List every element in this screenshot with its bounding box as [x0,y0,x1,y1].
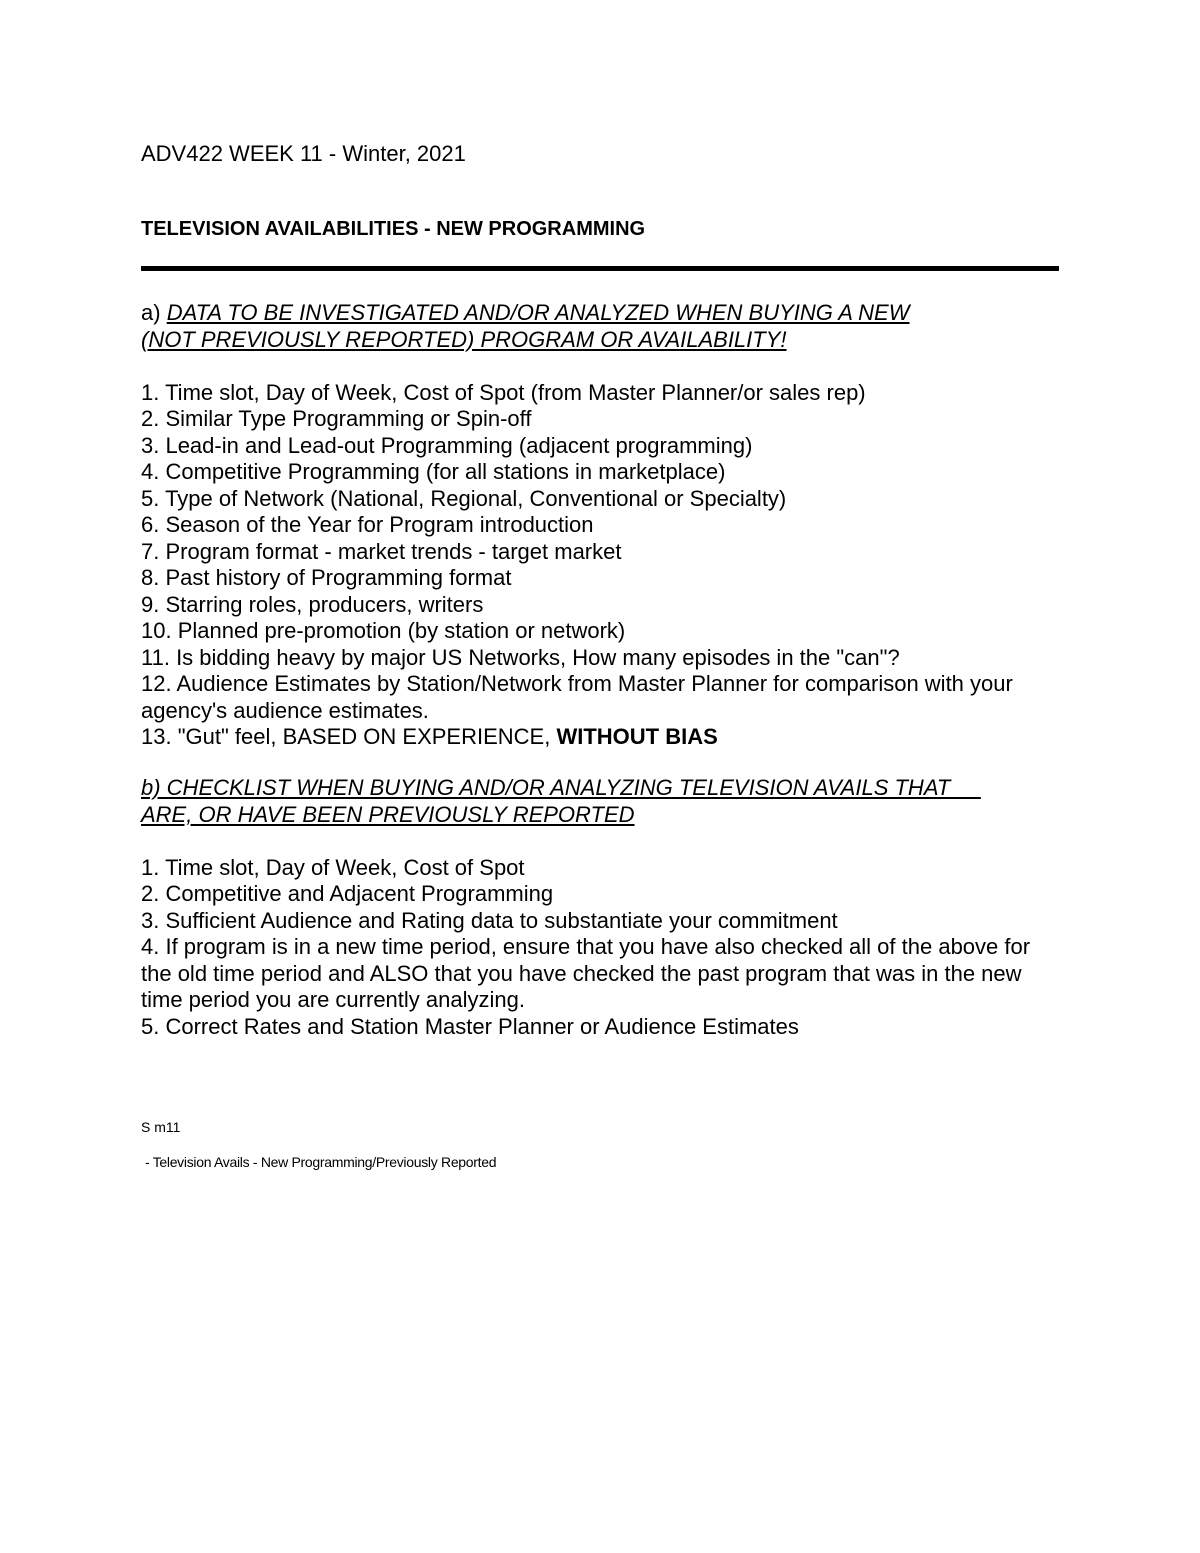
list-item: 3. Sufficient Audience and Rating data to substantiate your commitment [141,907,838,933]
section-a-heading-text-1: DATA TO BE INVESTIGATED AND/OR ANALYZED WHEN BUYING A NEW [166,300,910,325]
item-13-emphasis: WITHOUT BIAS [556,724,718,749]
section-a-heading-line-2 [141,327,1061,354]
list-item: 5. Correct Rates and Station Master Planner or Audience Estimates [141,1013,799,1039]
list-item: 7. Program format - market trends - target market [141,538,622,564]
title-divider [141,266,1059,271]
item-13-text: 13. "Gut" feel, BASED ON EXPERIENCE, [141,724,557,749]
section-b-heading-text-2: ARE, OR HAVE BEEN PREVIOUSLY REPORTED [141,801,635,827]
list-item: 6. Season of the Year for Program introduction [141,512,594,537]
section-b-heading-line-1 [141,775,1061,802]
section-a [141,300,1061,751]
footer-caption: - Television Avails - New Programming/Previously Reported [145,1154,497,1170]
section-a-heading-line-1 [141,300,1061,327]
list-item: 5. Type of Network (National, Regional, Conventional or Specialty) [141,485,787,511]
section-b-list [141,855,1061,1041]
list-item: 4. If program is in a new time period, ensure that you have also checked all of the above for the old time period and ALSO that you have checked the past program that was in the new time period you are currently analyzing. [141,934,1031,1012]
course-line: ADV422 WEEK 11 - Winter, 2021 [141,141,466,166]
section-b-heading-text-1: b) CHECKLIST WHEN BUYING AND/OR ANALYZING TELEVISION AVAILS THAT [141,775,981,800]
section-a-list [141,380,1061,751]
section-a-prefix: a) [141,300,167,325]
list-item: 1. Time slot, Day of Week, Cost of Spot (from Master Planner/or sales rep) [141,379,866,405]
section-b-heading-line-2 [141,802,1061,829]
list-item: 1. Time slot, Day of Week, Cost of Spot [141,854,525,880]
list-item: 4. Competitive Programming (for all stations in marketplace) [141,459,726,484]
list-item: 3. Lead-in and Lead-out Programming (adjacent programming) [141,432,753,458]
list-item: 2. Similar Type Programming or Spin-off [141,406,532,431]
list-item [141,724,1061,751]
document-title: TELEVISION AVAILABILITIES - NEW PROGRAMMING [141,218,646,240]
list-item: 9. Starring roles, producers, writers [141,591,484,617]
list-item: 8. Past history of Programming format [141,565,512,590]
list-item: 10. Planned pre-promotion (by station or network) [141,618,626,643]
list-item: 11. Is bidding heavy by major US Networks, How many episodes in the "can"? [141,644,900,670]
section-a-heading-text-2: (NOT PREVIOUSLY REPORTED) PROGRAM OR AVAILABILITY! [141,326,787,352]
list-item: 12. Audience Estimates by Station/Network from Master Planner for comparison with your agency's audience estimates. [141,671,1013,723]
section-b [141,775,1061,1040]
footer-code: S m11 [141,1119,181,1135]
list-item: 2. Competitive and Adjacent Programming [141,881,554,906]
